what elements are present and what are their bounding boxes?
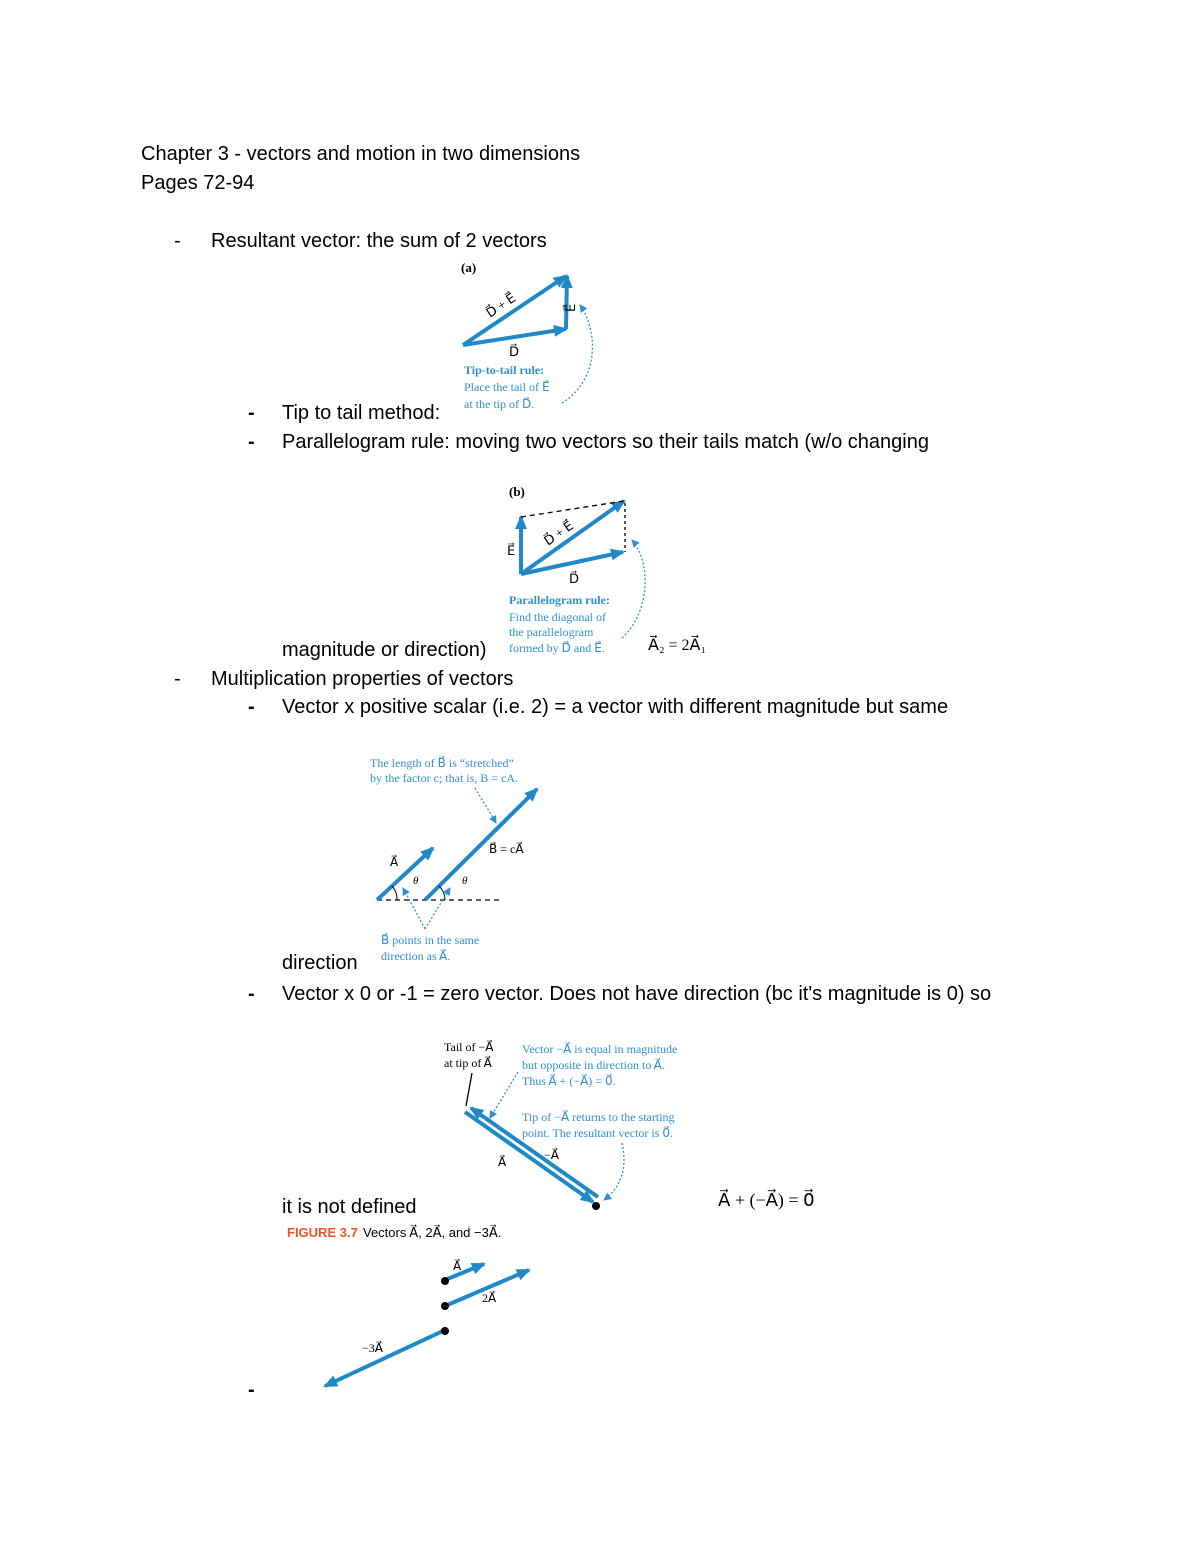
tail-pointer-line — [466, 1073, 472, 1106]
note-bottom-line1: B⃗ points in the same — [381, 933, 480, 947]
rule-line3: formed by D⃗ and E⃗. — [509, 641, 605, 655]
figure-zero-vector — [444, 1039, 815, 1211]
figure-b-tag: (b) — [509, 484, 525, 499]
sub-bullet-dash: - — [248, 696, 255, 718]
vector-neg3a-tail-dot — [441, 1327, 449, 1335]
label-d: D⃗ — [569, 571, 580, 586]
sub-bullet-parallelogram: Parallelogram rule: moving two vectors so their tails match (w/o changing — [282, 431, 929, 453]
doc-title: Chapter 3 - vectors and motion in two dimensions — [141, 143, 581, 165]
label-b-eq-ca: B⃗ = cA⃗ — [489, 842, 524, 856]
bullet-dash: - — [174, 668, 181, 690]
figure-parallelogram — [507, 484, 706, 655]
bullet-multiplication: Multiplication properties of vectors — [211, 668, 514, 690]
pointer-arrow — [622, 540, 645, 638]
label-a: A⃗ — [390, 855, 399, 869]
pointer-arrow — [604, 1143, 624, 1200]
note-line5: point. The resultant vector is 0⃗. — [522, 1126, 674, 1140]
label-neg-a: −A⃗ — [544, 1148, 559, 1162]
figure-3-7 — [287, 1225, 529, 1386]
pointer-arrow — [490, 1072, 518, 1118]
label-neg3a: −3A⃗ — [362, 1341, 383, 1355]
sub-bullet-dash: - — [248, 431, 255, 453]
dashed-edge-top — [521, 501, 624, 517]
figure-scalar-multiplication — [370, 755, 537, 963]
theta-b: θ — [462, 875, 468, 887]
sub-bullet-positive-scalar: Vector x positive scalar (i.e. 2) = a vector with different magnitude but same — [282, 696, 949, 718]
doc-pages: Pages 72-94 — [141, 172, 255, 194]
sub-bullet-dash: - — [248, 1379, 255, 1401]
sub-bullet-dash: - — [248, 402, 255, 424]
label-d-plus-e: D⃗ + E⃗ — [541, 517, 576, 549]
rule-title: Parallelogram rule: — [509, 593, 610, 607]
label-2a: 2A⃗ — [482, 1291, 497, 1305]
rule-line1: Find the diagonal of — [509, 610, 606, 624]
sub-bullet-parallelogram-cont: magnitude or direction) — [282, 639, 487, 661]
vector-2a-tail-dot — [441, 1302, 449, 1310]
rule-line2: at the tip of D⃗. — [464, 397, 535, 411]
sub-bullet-zero-vector: Vector x 0 or -1 = zero vector. Does not have direction (bc it's magnitude is 0) so — [282, 983, 992, 1005]
vector-e-arrow — [566, 276, 567, 329]
note-line4: Tip of −A⃗ returns to the starting — [522, 1110, 675, 1124]
label-a: A⃗ — [453, 1259, 462, 1273]
note-top-line1: The length of B⃗ is “stretched” — [370, 756, 514, 770]
figure-caption-text: Vectors A⃗, 2A⃗, and −3A⃗. — [363, 1225, 502, 1240]
label-e: E⃗ — [507, 543, 516, 558]
origin-dot — [592, 1202, 600, 1210]
vector-a-tail-dot — [441, 1277, 449, 1285]
tail-label-line1: Tail of −A⃗ — [444, 1040, 494, 1054]
theta-a: θ — [413, 875, 419, 887]
bullet-resultant-vector: Resultant vector: the sum of 2 vectors — [211, 230, 547, 252]
label-d-plus-e: D⃗ + E⃗ — [483, 290, 519, 321]
note-line2: but opposite in direction to A⃗. — [522, 1058, 665, 1072]
note-top-line2: by the factor c; that is, B = cA. — [370, 771, 519, 785]
bullet-dash: - — [174, 230, 181, 252]
vector-sum-arrow — [463, 276, 566, 345]
tail-label-line2: at tip of A⃗ — [444, 1056, 492, 1070]
equation-a2-2a1: A⃗₂ = 2A⃗₁ — [648, 637, 707, 654]
sub-bullet-zero-vector-cont: it is not defined — [282, 1196, 417, 1218]
figure-tip-to-tail — [461, 260, 592, 411]
note-line1: Vector −A⃗ is equal in magnitude — [522, 1042, 678, 1056]
sub-bullet-positive-scalar-cont: direction — [282, 952, 358, 974]
vector-a-arrow — [445, 1264, 484, 1280]
figure-caption-label: FIGURE 3.7 — [287, 1225, 358, 1240]
sub-bullet-dash: - — [248, 983, 255, 1005]
note-bottom-line2: direction as A⃗. — [381, 949, 451, 963]
figure-a-tag: (a) — [461, 260, 477, 275]
rule-line1: Place the tail of E⃗ — [464, 380, 550, 394]
label-e: E⃗ — [563, 303, 578, 312]
vector-neg3a-arrow — [325, 1330, 445, 1386]
rule-title: Tip-to-tail rule: — [464, 363, 545, 377]
pointer-arrow — [475, 788, 496, 823]
equation-a-plus-neg-a: A⃗ + (−A⃗) = 0⃗ — [718, 1190, 815, 1210]
note-line3: Thus A⃗ + (−A⃗) = 0⃗. — [522, 1074, 616, 1088]
label-a: A⃗ — [498, 1155, 507, 1169]
rule-line2: the parallelogram — [509, 625, 594, 639]
label-d: D⃗ — [509, 344, 520, 359]
pointer-arrow — [403, 888, 425, 929]
sub-bullet-tip-to-tail: Tip to tail method: — [282, 402, 441, 424]
